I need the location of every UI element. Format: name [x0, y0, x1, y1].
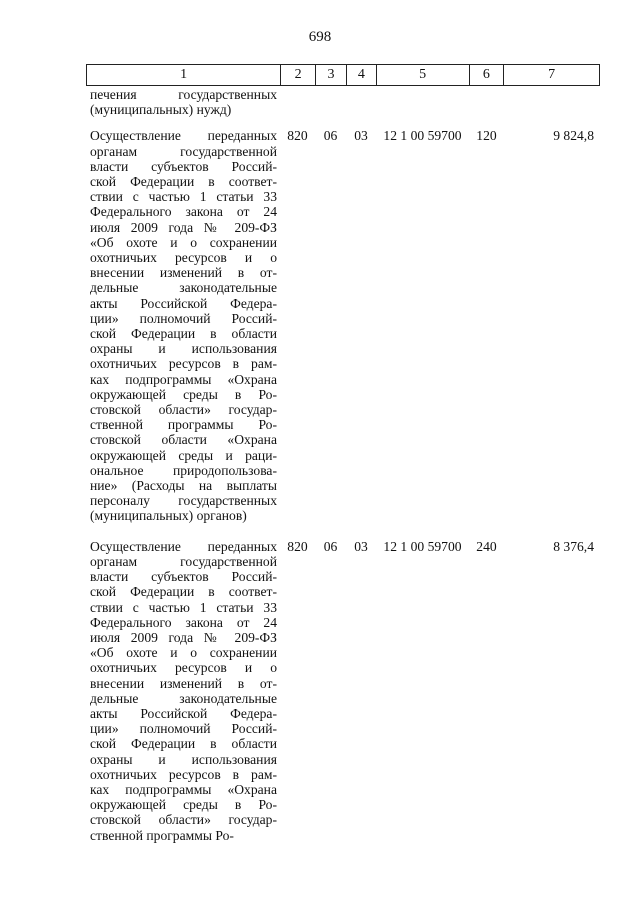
description-line: ках подпрограммы «Охрана: [90, 371, 277, 387]
description-line: охраны и использования: [90, 751, 277, 767]
description-line: Осуществление переданных: [90, 538, 277, 554]
description-line: органам государственной: [90, 143, 277, 159]
description-line: июля 2009 года № 209-ФЗ: [90, 629, 277, 645]
description-line: стовской области» государ-: [90, 812, 277, 828]
description-line: ции» полномочий Россий-: [90, 310, 277, 326]
description-line: Федерального закона от 24: [90, 614, 277, 630]
row-col-7: [504, 87, 600, 117]
header-col-2: 2: [280, 65, 315, 85]
description-line: ствии с частью 1 статьи 33: [90, 599, 277, 615]
header-col-1: 1: [180, 67, 188, 82]
description-line: ственной программы Ро-: [90, 827, 234, 843]
description-line: персоналу государственных: [90, 493, 277, 509]
row-col-3: [315, 87, 346, 117]
header-col-5: 5: [376, 65, 469, 85]
header-col-7: 7: [503, 65, 599, 85]
row-col-6: 240: [476, 538, 497, 554]
row-col-4: [346, 87, 376, 117]
description-line: внесении изменений в от-: [90, 265, 277, 281]
description-line: ональное природопользова-: [90, 462, 277, 478]
description-line: ние» (Расходы на выплаты: [90, 478, 277, 494]
description-line: печения государственных: [90, 87, 277, 102]
row-col-2: 820: [287, 128, 308, 144]
budget-table: [86, 64, 600, 843]
description-line: ской Федерации в области: [90, 736, 277, 752]
description-line: внесении изменений в от-: [90, 675, 277, 691]
description-line: дельные законодательные: [90, 280, 277, 296]
row-col-2: [280, 87, 315, 117]
description-line: (муниципальных) нужд): [90, 102, 232, 118]
description-line: охотничьих ресурсов и о: [90, 660, 277, 676]
description-line: охраны и использования: [90, 341, 277, 357]
description-line: «Об охоте и о сохранении: [90, 234, 277, 250]
description-line: окружающей среды и раци-: [90, 447, 277, 463]
description-line: акты Российской Федера-: [90, 705, 277, 721]
description-line: ской Федерации в области: [90, 326, 277, 342]
description-line: ках подпрограммы «Охрана: [90, 781, 277, 797]
table-header-row: [86, 64, 600, 86]
description-line: охотничьих ресурсов в рам-: [90, 766, 277, 782]
description-line: Осуществление переданных: [90, 128, 277, 144]
row-col-6: 120: [476, 128, 497, 144]
description-line: окружающей среды в Ро-: [90, 386, 277, 402]
row-col-7: 9 824,8: [553, 128, 594, 144]
row-col-3: 06: [323, 538, 338, 554]
description-line: «Об охоте и о сохранении: [90, 645, 277, 661]
description-line: (муниципальных) органов): [90, 508, 247, 524]
description-line: стовской области» государ-: [90, 402, 277, 418]
header-col-3: 3: [315, 65, 346, 85]
description-line: охотничьих ресурсов и о: [90, 250, 277, 266]
row-col-4: 03: [354, 128, 368, 144]
row-col-4: 03: [354, 538, 368, 554]
description-line: июля 2009 года № 209-ФЗ: [90, 219, 277, 235]
row-description: [86, 128, 280, 523]
description-line: ской Федерации в соответ-: [90, 174, 277, 190]
page-number: 698: [308, 29, 332, 45]
row-col-6: [469, 87, 504, 117]
description-line: органам государственной: [90, 553, 277, 569]
table-row: [86, 539, 600, 843]
description-line: дельные законодательные: [90, 690, 277, 706]
description-line: охотничьих ресурсов в рам-: [90, 356, 277, 372]
row-description: [86, 87, 280, 117]
description-line: ственной программы Ро-: [90, 417, 277, 433]
description-line: власти субъектов Россий-: [90, 158, 277, 174]
row-description: [86, 539, 280, 843]
description-line: акты Российской Федера-: [90, 295, 277, 311]
row-col-5: 12 1 00 59700: [383, 128, 462, 144]
description-line: ции» полномочий Россий-: [90, 721, 277, 737]
table-row: [86, 87, 600, 117]
row-col-2: 820: [287, 538, 308, 554]
row-col-7: 8 376,4: [553, 538, 594, 554]
description-line: окружающей среды в Ро-: [90, 797, 277, 813]
header-col-6: 6: [469, 65, 504, 85]
table-row: [86, 128, 600, 523]
description-line: власти субъектов Россий-: [90, 569, 277, 585]
row-col-3: 06: [323, 128, 338, 144]
description-line: ствии с частью 1 статьи 33: [90, 189, 277, 205]
row-col-5: 12 1 00 59700: [383, 538, 462, 554]
description-line: Федерального закона от 24: [90, 204, 277, 220]
header-col-4: 4: [346, 65, 376, 85]
description-line: стовской области «Охрана: [90, 432, 277, 448]
row-col-5: [376, 87, 469, 117]
description-line: ской Федерации в соответ-: [90, 584, 277, 600]
